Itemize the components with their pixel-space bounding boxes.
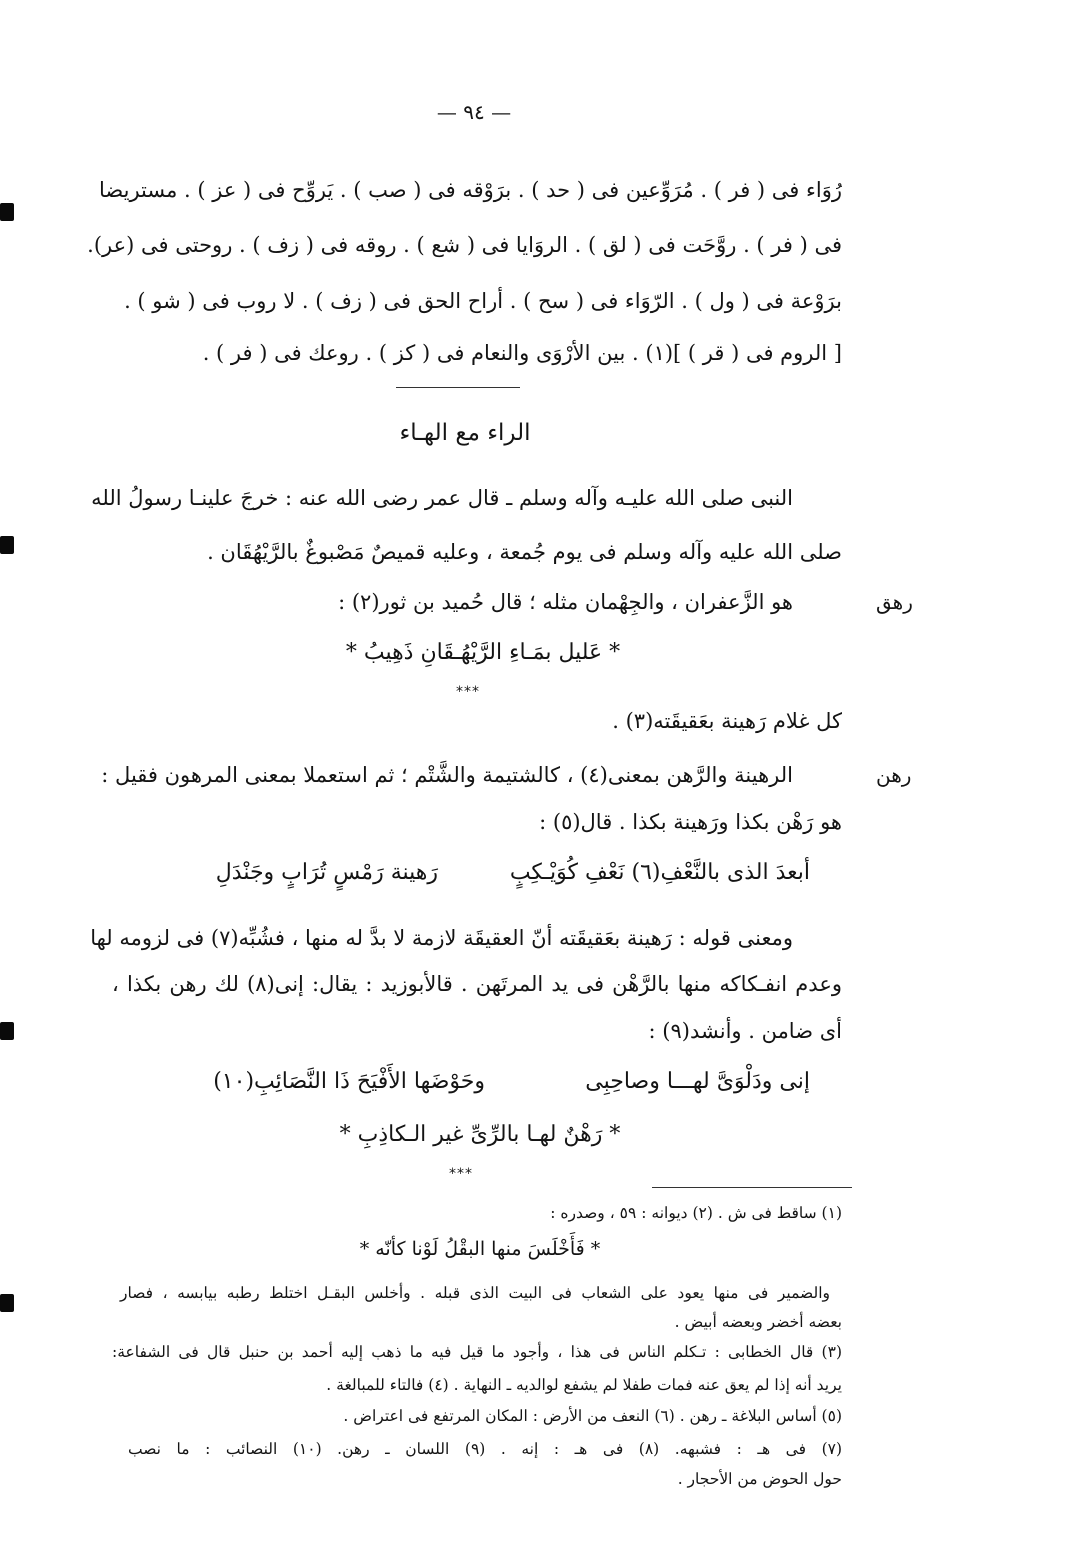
text-line: صلى الله عليه وآله وسلم فى يوم جُمعة ، وعليه قميصٌ مَصْبوغٌ بالرَّيْهُقَان . — [207, 540, 842, 564]
footnote-line: (٥) أساس البلاغة ـ رهن . (٦) النعف من الأرض : المكان المرتفع فى اعتراض . — [343, 1407, 842, 1425]
text-line: ومعنى قوله : رَهينة بعَقيقَته أنّ العقيقَة لازمة لا بدَّ له منها ، فشُبِّه(٧) فى لزومه لها — [90, 926, 793, 950]
text-line: الرهينة والرَّهن بمعنى(٤) ، كالشتيمة والشَّتْم ؛ ثم استعملا بمعنى المرهون فقيل : — [101, 763, 793, 787]
text-line: كل غلام رَهينة بعَقيقَته(٣) . — [612, 709, 842, 733]
footnote-line: يريد أنه إذا لم يعق عنه فمات طفلا لم يشفع لوالديه ـ النهاية . (٤) فالتاء للمبالغة . — [326, 1376, 842, 1394]
footnote-line: والضمير فى منها يعود على الشعاب فى البيت الذى قبله . وأخلس البقـل اختلط رطبه بيابسه ، فصار — [120, 1284, 830, 1302]
text-line: برَوْعة فى ( ول ) . الرّوَاء فى ( سح ) . أراح الحق فى ( زف ) . لا روب فى ( شو ) . — [124, 289, 842, 313]
footnote-line: حول الحوض من الأحجار . — [677, 1470, 842, 1488]
page-number: — ٩٤ — — [436, 100, 512, 124]
scan-edge-mark — [0, 536, 14, 554]
verse-line: * رَهْنٌ لهـا بالرِّىِّ غير الـكاذِبِ * — [339, 1122, 621, 1147]
section-rule — [396, 387, 520, 388]
text-line: وعدم انفـكاكه منها بالرَّهْن فى يد المرتَهن . قالأبوزيد : يقال: إنى(٨) لك رهن بكذا ، — [112, 972, 842, 996]
footnote-line: بعضه أخضر وبعضه أبيض . — [674, 1313, 842, 1331]
footnote-line: (٣) قال الخطابى : تـكلم الناس فى هذا ، وأجود ما قيل فيه ما ذهب إليه أحمد بن حنبل قال فى الشفاعة: — [112, 1343, 842, 1361]
text-line: فى ( فر ) . روَّحَت فى ( لق ) . الروَايا فى ( شع ) . روقه فى ( زف ) . روحتى فى (عر). — [87, 233, 842, 257]
scan-edge-mark — [0, 1022, 14, 1040]
footnote-line: (١) ساقط فى ش . (٢) ديوانه : ٥٩ ، وصدره : — [550, 1204, 842, 1222]
margin-headword-rahn: رهن — [876, 763, 912, 787]
footnote-rule — [652, 1187, 852, 1188]
text-line: [ الروم فى ( قر ) ](١) . بين الأرْوَى والنعام فى ( كز ) . روعك فى ( فر ) . — [202, 341, 842, 365]
margin-headword-rahq: رهق — [876, 590, 913, 614]
footnote-line: (٧) فى هـ : فشبهه. (٨) فى هـ : إنه . (٩) اللسان ـ رهن. (١٠) النصائب : ما نصب — [128, 1440, 843, 1458]
verse-line: * عَليل بمَـاءِ الرَّيْهُـقَانِ ذَهِيبُ * — [345, 640, 621, 665]
verse-hemistich-right: إنى ودَلْوَىَّ لهـــا وصاحِبِى — [585, 1069, 810, 1094]
footnote-verse: * فَأَخْلَسَ منها البقْلُ لَوْنا كأنّه * — [359, 1238, 601, 1260]
text-line: هو رَهْن بكذا ورَهينة بكذا . قال(٥) : — [539, 810, 842, 834]
scan-edge-mark — [0, 1294, 14, 1312]
section-title: الراء مع الهـاء — [399, 420, 531, 446]
text-line: أى ضامن . وأنشد(٩) : — [648, 1019, 842, 1043]
text-line: هو الزَّعفران ، والجِهْمان مثله ؛ قال حُميد بن ثور(٢) : — [338, 590, 793, 614]
separator-stars: *** — [456, 684, 480, 700]
text-line: النبى صلى الله عليـه وآله وسلم ـ قال عمر رضى الله عنه : خرجَ علينـا رسولُ الله — [91, 486, 793, 510]
verse-hemistich-left: رَهينة رَمْسٍ تُرَابٍ وجَنْدَلِ — [215, 860, 438, 885]
text-line: رُوَاء فى ( فر ) . مُرَوِّعين فى ( حد ) . برَوْقه فى ( صب ) . يَروِّح فى ( عز ) . مستريضا — [99, 178, 842, 202]
scan-edge-mark — [0, 203, 14, 221]
separator-stars: *** — [449, 1166, 473, 1182]
verse-hemistich-left: وحَوْضَها الأَفْيَحَ ذَا النَّصَائِبِ(١٠) — [213, 1069, 485, 1094]
verse-hemistich-right: أبعدَ الذى بالنَّعْفِ(٦) نَعْفِ كُوَيْـكِبٍ — [509, 860, 810, 885]
